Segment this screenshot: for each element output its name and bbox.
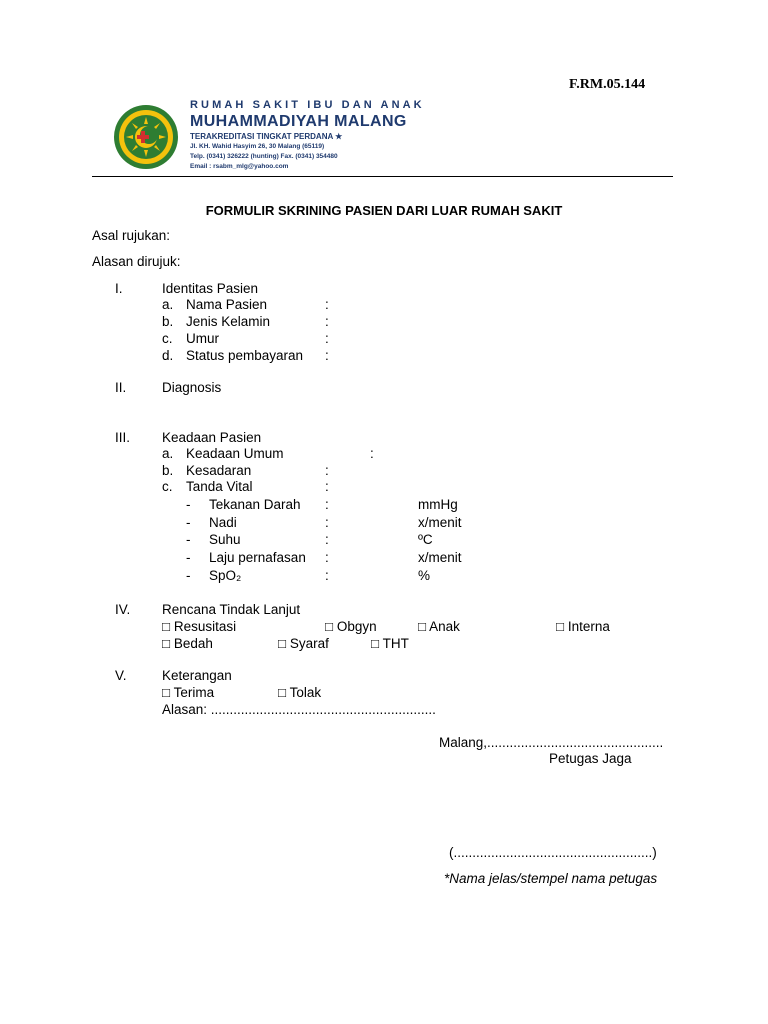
colon: : (325, 314, 329, 329)
tekanan-darah-label: Tekanan Darah (209, 497, 301, 512)
keadaan-umum-label: Keadaan Umum (186, 446, 284, 461)
colon: : (370, 446, 374, 461)
colon: : (325, 479, 329, 494)
colon: : (325, 331, 329, 346)
spo2-unit: % (418, 568, 431, 583)
colon: : (325, 348, 329, 363)
section1-number: I. (115, 281, 123, 296)
colon: : (325, 568, 329, 583)
vital-dash: - (186, 550, 191, 565)
section2-title: Diagnosis (162, 380, 222, 395)
section3-title: Keadaan Pasien (162, 430, 262, 445)
option-interna[interactable]: □ Interna (556, 619, 610, 634)
vital-dash: - (186, 497, 191, 512)
hospital-type: RUMAH SAKIT IBU DAN ANAK (190, 99, 425, 111)
section1-title: Identitas Pasien (162, 281, 259, 296)
suhu-unit: ºC (418, 532, 433, 547)
form-title: FORMULIR SKRINING PASIEN DARI LUAR RUMAH SAKIT (205, 203, 563, 218)
laju-pernafasan-label: Laju pernafasan (209, 550, 306, 565)
colon: : (325, 497, 329, 512)
section3-number: III. (115, 430, 131, 445)
vital-dash: - (186, 532, 191, 547)
accreditation: TERAKREDITASI TINGKAT PERDANA ★ (190, 132, 343, 141)
petugas-jaga-label: Petugas Jaga (549, 751, 632, 766)
signature-note: *Nama jelas/stempel nama petugas (444, 871, 658, 886)
section3-item-letter: a. (162, 446, 174, 461)
section5-title: Keterangan (162, 668, 232, 683)
nadi-unit: x/menit (418, 515, 462, 530)
nadi-label: Nadi (209, 515, 237, 530)
signature-name-field[interactable]: (.....................................................) (449, 845, 657, 860)
option-syaraf[interactable]: □ Syaraf (278, 636, 329, 651)
option-terima[interactable]: □ Terima (162, 685, 215, 700)
section1-item-letter: c. (162, 331, 173, 346)
hospital-address: Jl. KH. Wahid Hasyim 26, 30 Malang (65119) (190, 143, 325, 150)
alasan-field[interactable]: Alasan: ............................................................ (162, 702, 436, 717)
place-date-field[interactable]: Malang,............................................... (439, 735, 664, 750)
tekanan-darah-unit: mmHg (418, 497, 458, 512)
spo2-label: SpO₂ (209, 568, 242, 583)
section1-item-letter: a. (162, 297, 174, 312)
option-anak[interactable]: □ Anak (418, 619, 460, 634)
nama-pasien-label: Nama Pasien (186, 297, 268, 312)
section4-number: IV. (115, 602, 131, 617)
colon: : (325, 532, 329, 547)
header-divider (92, 176, 673, 177)
colon: : (325, 515, 329, 530)
hospital-email: Email : rsabm_mlg@yahoo.com (190, 163, 289, 170)
option-obgyn[interactable]: □ Obgyn (325, 619, 377, 634)
section1-item-letter: b. (162, 314, 174, 329)
colon: : (325, 550, 329, 565)
section5-number: V. (115, 668, 127, 683)
option-bedah[interactable]: □ Bedah (162, 636, 213, 651)
hospital-name: MUHAMMADIYAH MALANG (190, 113, 407, 130)
laju-pernafasan-unit: x/menit (418, 550, 462, 565)
hospital-logo-icon (113, 104, 179, 170)
section3-item-letter: b. (162, 463, 174, 478)
vital-dash: - (186, 515, 191, 530)
section4-title: Rencana Tindak Lanjut (162, 602, 301, 617)
form-code: F.RM.05.144 (569, 77, 646, 92)
tanda-vital-label: Tanda Vital (186, 479, 253, 494)
alasan-dirujuk-label: Alasan dirujuk: (92, 254, 181, 269)
section1-item-letter: d. (162, 348, 174, 363)
suhu-label: Suhu (209, 532, 241, 547)
colon: : (325, 297, 329, 312)
section3-item-letter: c. (162, 479, 173, 494)
status-pembayaran-label: Status pembayaran (186, 348, 304, 363)
hospital-phone: Telp. (0341) 326222 (hunting) Fax. (0341) 354480 (190, 153, 338, 160)
option-tht[interactable]: □ THT (371, 636, 409, 651)
section2-number: II. (115, 380, 127, 395)
colon: : (325, 463, 329, 478)
option-tolak[interactable]: □ Tolak (278, 685, 322, 700)
option-resusitasi[interactable]: □ Resusitasi (162, 619, 237, 634)
vital-dash: - (186, 568, 191, 583)
kesadaran-label: Kesadaran (186, 463, 252, 478)
jenis-kelamin-label: Jenis Kelamin (186, 314, 271, 329)
asal-rujukan-label: Asal rujukan: (92, 228, 171, 243)
umur-label: Umur (186, 331, 219, 346)
